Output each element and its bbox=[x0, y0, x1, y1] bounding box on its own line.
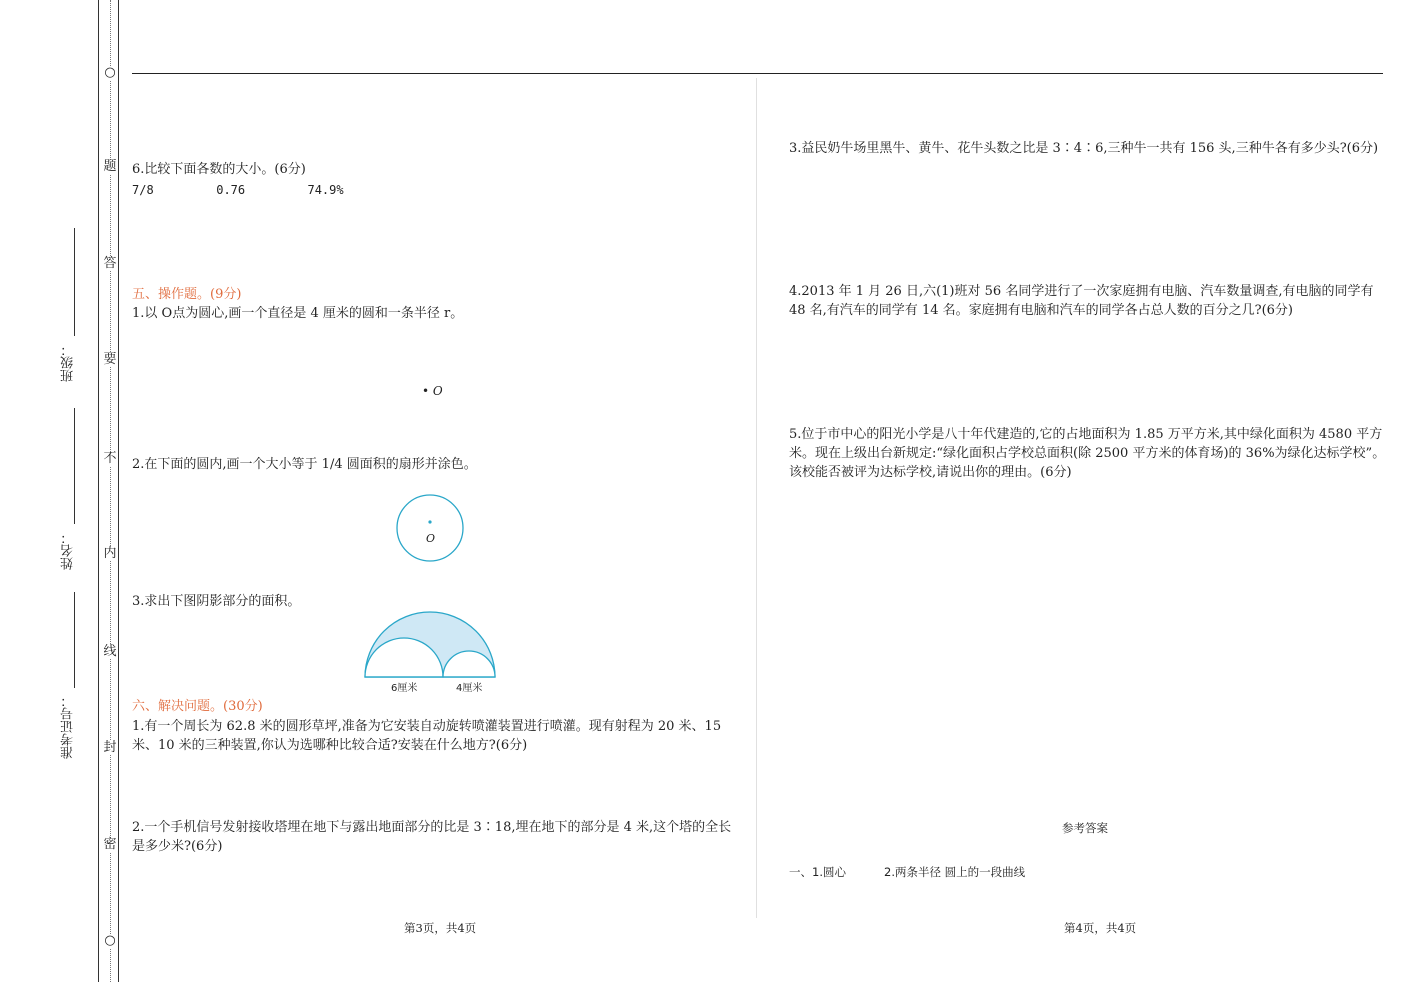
question-6-values bbox=[132, 181, 344, 200]
value-percent: 74.9% bbox=[307, 183, 344, 197]
circle-outline bbox=[397, 495, 463, 561]
solve-question-1: 1.有一个周长为 62.8 米的圆形草坪,准备为它安装自动旋转喷灌装置进行喷灌。现有射程为 20 米、15 米、10 米的三种装置,你认为选哪种比较合适?安装在什么地方?(6分) bbox=[132, 719, 722, 753]
exam-id-input-line[interactable] bbox=[74, 592, 75, 688]
binding-char-xian: 线 bbox=[103, 644, 117, 659]
binding-line-outer bbox=[98, 0, 99, 982]
answer-1-2: 2.两条半径 圆上的一段曲线 bbox=[884, 865, 1026, 879]
question-6: 6.比较下面各数的大小。(6分) bbox=[132, 162, 306, 177]
solve-question-3: 3.益民奶牛场里黑牛、黄牛、花牛头数之比是 3∶4∶6,三种牛一共有 156 头,三种牛各有多少头?(6分) bbox=[789, 141, 1379, 156]
section-5-title: 五、操作题。(9分) bbox=[132, 287, 242, 302]
operation-question-3: 3.求出下图阴影部分的面积。 bbox=[132, 594, 301, 609]
class-input-line[interactable] bbox=[74, 228, 75, 336]
operation-question-1: 1.以 O点为圆心,画一个直径是 4 厘米的圆和一条半径 r。 bbox=[132, 306, 464, 321]
binding-circle-bottom: ○ bbox=[104, 933, 116, 948]
circle-center-dot bbox=[428, 520, 431, 523]
value-fraction: 7/8 bbox=[132, 183, 154, 197]
class-label: 班级： bbox=[61, 343, 76, 382]
section-6-title: 六、解决问题。(30分) bbox=[132, 699, 263, 714]
binding-line-inner bbox=[118, 0, 119, 982]
page-footer-left: 第3页，共4页 bbox=[404, 921, 477, 935]
circle-center-label: O bbox=[426, 532, 436, 545]
name-label: 姓名： bbox=[61, 531, 76, 570]
binding-char-feng: 封 bbox=[103, 740, 117, 755]
binding-char-da: 答 bbox=[103, 256, 117, 271]
solve-question-4: 4.2013 年 1 月 26 日,六(1)班对 56 名同学进行了一次家庭拥有电脑、汽车数量调查,有电脑的同学有 48 名,有汽车的同学有 14 名。家庭拥有电脑和汽车的同学各占总人数的百分之几?(6分) bbox=[789, 284, 1374, 318]
solve-question-2: 2.一个手机信号发射接收塔埋在地下与露出地面部分的比是 3∶18,埋在地下的部分是 4 米,这个塔的全长是多少米?(6分) bbox=[132, 820, 732, 854]
shaded-semicircle-figure bbox=[358, 605, 503, 697]
label-6cm: 6厘米 bbox=[391, 683, 418, 694]
solve-question-5: 5.位于市中心的阳光小学是八十年代建造的,它的占地面积为 1.85 万平方米,其中绿化面积为 4580 平方米。现在上级出台新规定:“绿化面积占学校总面积(除 2500 平方米的体育场)的 36%为绿化达标学校”。该校能否被评为达标学校,请说出你的理由。(6分) bbox=[789, 427, 1386, 480]
binding-char-mi: 密 bbox=[103, 837, 117, 852]
binding-circle-top: ○ bbox=[104, 65, 116, 80]
binding-dotted-line bbox=[110, 0, 111, 982]
page-divider bbox=[756, 78, 757, 918]
binding-char-bu: 不 bbox=[103, 451, 117, 466]
circle-figure bbox=[390, 490, 470, 566]
answer-1-1: 一、1.圆心 bbox=[789, 865, 846, 879]
binding-char-ti: 题 bbox=[103, 159, 117, 174]
header-rule bbox=[132, 73, 1383, 74]
label-4cm: 4厘米 bbox=[456, 683, 483, 694]
operation-question-2: 2.在下面的圆内,画一个大小等于 1/4 圆面积的扇形并涂色。 bbox=[132, 457, 477, 472]
value-decimal: 0.76 bbox=[216, 183, 246, 197]
exam-id-label: 准考证号： bbox=[61, 694, 76, 759]
name-input-line[interactable] bbox=[74, 408, 75, 524]
answers-title: 参考答案 bbox=[1062, 821, 1108, 835]
binding-char-nei: 内 bbox=[103, 546, 117, 561]
point-o-label: • O bbox=[422, 384, 443, 398]
binding-char-yao: 要 bbox=[103, 352, 117, 367]
page-footer-right: 第4页，共4页 bbox=[1064, 921, 1137, 935]
